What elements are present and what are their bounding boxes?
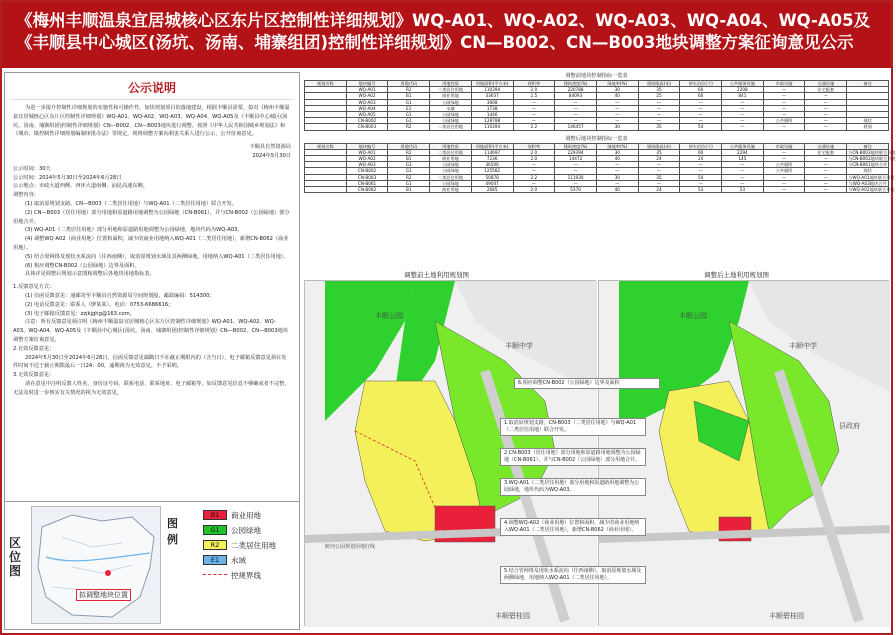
table-cell: 公共厕所 bbox=[763, 118, 805, 124]
table-cell: 40 bbox=[596, 93, 638, 99]
table-cell: 30 bbox=[596, 149, 638, 155]
table-cell: 商业用地 bbox=[430, 93, 472, 99]
table-cell: CN-B003 bbox=[346, 174, 388, 180]
location-marker-label: 拟调整地块位置 bbox=[76, 589, 131, 601]
table-cell: — bbox=[722, 99, 764, 105]
feedback-title: 1.反馈意见方式： bbox=[13, 284, 55, 291]
table-cell: WQ-A02 bbox=[346, 93, 388, 99]
table-cell: 现状 bbox=[847, 118, 889, 124]
table-cell: 2685 bbox=[471, 187, 513, 193]
plan-maps bbox=[304, 270, 889, 628]
table-cell: 60 bbox=[680, 87, 722, 93]
table-cell: CN-B002 bbox=[346, 168, 388, 174]
table-header-cell: 用地面积(平方米) bbox=[471, 143, 513, 149]
valid-text: 2024年5月30日至2024年6月28日，信函反馈意见邮戳日不在截止期限内的（含当日），电子邮箱反馈意见须在发件时间不迟于截止期限最后一日24：00，逾期视为无效意见。不予采纳。 bbox=[13, 354, 287, 370]
table-header-cell: 交通设施 bbox=[805, 143, 847, 149]
table-cell: — bbox=[555, 105, 597, 111]
feedback-email: (3) 电子邮箱反馈意见：zzjkjghg@163.com。 bbox=[25, 310, 135, 317]
table-cell: — bbox=[805, 162, 847, 168]
table-header-cell: 建筑密度(%) bbox=[555, 81, 597, 87]
table-header-cell: 建筑限高(米) bbox=[638, 143, 680, 149]
table-cell: 商业用地 bbox=[430, 187, 472, 193]
table-cell: 146457 bbox=[555, 124, 597, 130]
table-header-cell: 公共服务设施 bbox=[722, 143, 764, 149]
valid-title: 2.有效反馈意见： bbox=[13, 345, 55, 352]
table-cell: B1 bbox=[388, 93, 430, 99]
table-cell: — bbox=[555, 180, 597, 186]
invalid-text: 请在意见中注明反馈人姓名、身份证号码、联系电话、联系地址、电子邮箱等，如反馈意见信息不够确或者不完整，无法及时进一步核实有关情况的视为无效意见。 bbox=[13, 380, 290, 396]
table-cell: — bbox=[638, 168, 680, 174]
after-map-title: 调整后土地利用规划图 bbox=[704, 271, 769, 279]
table-cell: — bbox=[763, 149, 805, 155]
table-cell: G1 bbox=[388, 180, 430, 186]
notice-item-3: (3) WQ-A01（二类居住用地）部分用地和原道路用地调整为公园绿地，地块代码为WQ-A03。 bbox=[25, 227, 243, 234]
table-cell: 公园绿地 bbox=[430, 168, 472, 174]
table-cell: — bbox=[722, 112, 764, 118]
table-cell: — bbox=[638, 180, 680, 186]
table-row bbox=[305, 124, 889, 130]
notice-place: 公示地点：市政大道西侧、西环大道南侧、汕昆高速东侧。 bbox=[13, 183, 148, 190]
feedback-mail: (1) 信函反馈意见：通邮寄至丰顺县自然资源局空间规划股，邮政编码：514300； bbox=[25, 292, 215, 299]
table-cell: 53 bbox=[680, 187, 722, 193]
table-cell: — bbox=[555, 112, 597, 118]
table-cell: — bbox=[638, 162, 680, 168]
table-cell: — bbox=[763, 99, 805, 105]
after-indicator-table bbox=[304, 143, 896, 194]
table-cell: 35 bbox=[638, 87, 680, 93]
legend-item-residential: R2 二类居住用地 bbox=[203, 538, 276, 552]
table-cell: CN-B003 bbox=[346, 124, 388, 130]
table-cell: — bbox=[763, 112, 805, 118]
table-cell: — bbox=[805, 187, 847, 193]
before-indicator-table bbox=[304, 80, 889, 131]
table-cell: — bbox=[513, 168, 555, 174]
table-cell: 30 bbox=[596, 124, 638, 130]
table-cell: 与CN-B003地块联合开发 bbox=[848, 149, 896, 155]
table-cell: 与WQ-A02地块联合开发 bbox=[848, 187, 895, 193]
table-cell: 60 bbox=[680, 93, 722, 99]
table-cell: — bbox=[680, 118, 722, 124]
table-cell: 住宅配套 bbox=[805, 149, 847, 155]
table-header-cell: 建筑密度(%) bbox=[555, 143, 597, 149]
table-cell: — bbox=[805, 124, 847, 130]
after-bottom-label: 丰顺碧桂园 bbox=[769, 612, 804, 620]
table-header-cell: 规划名称 bbox=[305, 81, 347, 87]
table-cell: — bbox=[722, 124, 764, 130]
table-cell: B1 bbox=[388, 156, 430, 162]
before-rail-label: 跨河公园规划用地红线 bbox=[325, 544, 376, 550]
callout-6: 6.相应调整CN-B002（公园绿地）边界及面积 bbox=[514, 378, 660, 389]
before-park-label: 丰顺公园 bbox=[375, 312, 403, 320]
table-cell: 2.2 bbox=[513, 124, 555, 130]
invalid-title: 3.无效反馈意见： bbox=[13, 372, 55, 379]
table-cell: — bbox=[638, 118, 680, 124]
table-cell: — bbox=[722, 168, 764, 174]
table-header-cell: 用地面积(平方米) bbox=[471, 81, 513, 87]
table-cell: — bbox=[555, 118, 597, 124]
table-cell: 商业用地 bbox=[430, 156, 472, 162]
table-cell: — bbox=[805, 99, 847, 105]
table-cell: — bbox=[638, 112, 680, 118]
table-cell: 60 bbox=[680, 149, 722, 155]
notice-item-1: (1) 取消原规划支路，CN—B003（二类居住用地）与WQ-A01（二类居住用地）联合开发。 bbox=[25, 200, 238, 207]
table-cell: — bbox=[805, 168, 847, 174]
table-cell: 40 bbox=[596, 156, 638, 162]
location-map bbox=[31, 506, 161, 624]
notice-item-5: (5) 结合渠网络及现状水系流向（往西南侧），取消原规划水域及其两侧绿地，用地纳入WQ-A01（二类居住用地）。 bbox=[25, 253, 289, 260]
notice-date: 2024年5月30日 bbox=[252, 152, 291, 159]
table-cell: 1738 bbox=[471, 105, 513, 111]
table-cell: — bbox=[680, 99, 722, 105]
table-cell: — bbox=[680, 112, 722, 118]
table-cell: 2.0 bbox=[513, 187, 555, 193]
location-marker-icon bbox=[105, 570, 111, 576]
table-cell: 30 bbox=[596, 87, 638, 93]
table-cell: G1 bbox=[388, 112, 430, 118]
table-cell: — bbox=[722, 162, 764, 168]
table-header-cell: 容积率 bbox=[513, 143, 555, 149]
table-cell: — bbox=[722, 174, 764, 180]
table-cell: — bbox=[763, 105, 805, 111]
table-cell: 53 bbox=[722, 187, 764, 193]
callout-2: 2.CN-B003（居住用地）部分用地和原道路用地调整为公园绿地（CN-B061），并与CN-B002（公园绿地）部分用地合并。 bbox=[500, 448, 646, 466]
table-cell: — bbox=[805, 105, 847, 111]
table-header-cell: 绿地率(%) bbox=[596, 143, 638, 149]
notice-item-4: (4) 调整WQ-A02（商业用地）位置和面积，减少的商业用地纳入WQ-A01（二类居住用地），新增CN-B062（商业用地）。 bbox=[13, 236, 289, 251]
table-cell: 54 bbox=[680, 174, 722, 180]
notice-intro: 为进一步提升控制性详细规划的实施性和可操作性，加快规划项目的落地建设，根据丰顺县需要，拟对《梅州丰顺温泉宜居城核心区东片区控制性详细规划》WQ-A01、WQ-A02、WQ-A03、WQ-A04、WQ-A05及《丰顺县中心城区(汤坑、汤南、埔寨组团)控制性详细规划》CN—B002、CN—B003地块进行调整。按照《中华人民共和国城乡规划法》和《城市、镇控制性详细规划编制审批办法》等规定，现将调整方案向利害关系人进行公示，公开征询意见。 bbox=[13, 105, 290, 138]
before-map-title: 调整前土地利用规划图 bbox=[404, 271, 469, 279]
table-cell: 229394 bbox=[555, 149, 597, 155]
legend-swatch: E1 bbox=[203, 555, 227, 565]
table-cell: 24 bbox=[638, 156, 680, 162]
table-header-cell: 用地代码 bbox=[388, 81, 430, 87]
table-cell: — bbox=[513, 118, 555, 124]
table-cell: CN-B002 bbox=[346, 118, 388, 124]
after-table-caption: 调整后地块控制指标一览表 bbox=[565, 135, 628, 142]
table-cell: 84093 bbox=[555, 93, 597, 99]
table-cell: 公园绿地 bbox=[430, 118, 472, 124]
notice-content-label: 调整内容： bbox=[13, 192, 39, 199]
location-section bbox=[5, 501, 299, 629]
table-cell: 2.0 bbox=[513, 87, 555, 93]
table-cell: — bbox=[805, 180, 847, 186]
table-cell: — bbox=[596, 105, 638, 111]
table-header-cell: 停车泊位(个) bbox=[680, 81, 722, 87]
after-school-label: 丰顺中学 bbox=[789, 342, 817, 350]
table-cell: G1 bbox=[388, 162, 430, 168]
table-cell: 3008 bbox=[471, 99, 513, 105]
after-gov-label: 县政府 bbox=[839, 422, 860, 430]
table-header-cell: 市政设施 bbox=[763, 143, 805, 149]
feedback-phone: (2) 电话反馈意见：联系人（廖某某），电话：0753-6686616； bbox=[25, 301, 174, 308]
table-cell: 841 bbox=[722, 93, 764, 99]
table-cell: — bbox=[805, 112, 847, 118]
table-cell: — bbox=[638, 99, 680, 105]
table-cell: — bbox=[805, 156, 847, 162]
notice-item-6: (6) 相应调整CN-B002（公园绿地）边界及面积。 bbox=[25, 262, 140, 269]
table-header-cell: 备注 bbox=[847, 143, 889, 149]
table-header-cell: 用地性质 bbox=[430, 81, 472, 87]
table-cell: 14472 bbox=[555, 156, 597, 162]
table-cell: 2208 bbox=[722, 87, 764, 93]
callout-4: 4.调整WQ-A02（商业用地）位置和面积，减少的商业用地纳入WQ-A01（二类居住用地），新增CN-B062（商业用地）。 bbox=[500, 518, 646, 536]
table-cell: — bbox=[596, 112, 638, 118]
location-label: 区位图 bbox=[9, 536, 22, 578]
table-header-cell: 地块编号 bbox=[346, 143, 388, 149]
table-cell: — bbox=[763, 93, 805, 99]
table-cell: 住宅配套 bbox=[805, 87, 847, 93]
table-cell: — bbox=[638, 105, 680, 111]
legend-swatch: B1 bbox=[203, 510, 227, 520]
table-cell: 49047 bbox=[471, 180, 513, 186]
table-cell bbox=[305, 124, 347, 130]
table-cell: 145 bbox=[722, 156, 764, 162]
table-cell: R2 bbox=[388, 149, 430, 155]
table-cell: 1446 bbox=[471, 112, 513, 118]
table-cell: 114697 bbox=[471, 149, 513, 155]
table-cell: 公园绿地 bbox=[430, 180, 472, 186]
notice-panel bbox=[4, 72, 300, 630]
table-cell: — bbox=[596, 162, 638, 168]
table-header-cell: 公共服务设施 bbox=[722, 81, 764, 87]
table-cell: — bbox=[596, 180, 638, 186]
table-cell: 5370 bbox=[555, 187, 597, 193]
legend-swatch: G1 bbox=[203, 525, 227, 535]
table-cell: — bbox=[596, 168, 638, 174]
table-cell: 与WQ-A03地块合并 bbox=[848, 180, 887, 186]
table-cell: G1 bbox=[388, 99, 430, 105]
legend-swatch-boundary bbox=[203, 574, 227, 576]
notice-title: 公示说明 bbox=[11, 73, 293, 100]
notice-item-2: (2) CN—B003（居住用地）部分用地和原道路用地调整为公园绿地（CN-B061），并与CN-B002（公园绿地）部分用地合并。 bbox=[13, 209, 290, 225]
table-cell: — bbox=[680, 180, 722, 186]
table-cell: 110394 bbox=[471, 87, 513, 93]
table-header-cell: 绿地率(%) bbox=[596, 81, 638, 87]
table-cell: WQ-A02 bbox=[346, 156, 388, 162]
table-cell: 二类居住用地 bbox=[430, 124, 472, 130]
legend bbox=[203, 508, 276, 583]
table-cell: — bbox=[722, 118, 764, 124]
table-cell: — bbox=[555, 162, 597, 168]
table-cell: 35 bbox=[638, 124, 680, 130]
table-cell: 7236 bbox=[471, 156, 513, 162]
table-cell: 2.2 bbox=[513, 174, 555, 180]
table-cell: 2.0 bbox=[513, 156, 555, 162]
legend-title: 图例 bbox=[167, 517, 178, 546]
table-cell: WQ-A01 bbox=[346, 87, 388, 93]
table-cell: 128788 bbox=[471, 118, 513, 124]
table-cell: 2.0 bbox=[513, 149, 555, 155]
table-header-cell: 停车泊位(个) bbox=[680, 143, 722, 149]
table-cell: 35 bbox=[638, 174, 680, 180]
before-school-label: 丰顺中学 bbox=[505, 342, 533, 350]
table-cell: — bbox=[722, 105, 764, 111]
table-cell: 36506 bbox=[471, 162, 513, 168]
table-cell: 2294 bbox=[722, 149, 764, 155]
table-cell: 30 bbox=[596, 174, 638, 180]
callout-5: 5.结合管网络及现状水系流向（往西南侧），取消原规划水域及两侧绿地，用地纳入WQ-A01（二类居住用地）。 bbox=[500, 566, 646, 584]
table-cell: CN-B062 bbox=[346, 187, 388, 193]
table-cell: — bbox=[513, 162, 555, 168]
table-cell: R2 bbox=[388, 174, 430, 180]
table-cell: — bbox=[763, 174, 805, 180]
table-cell: 25 bbox=[638, 93, 680, 99]
table-cell: — bbox=[763, 124, 805, 130]
table-cell: 现状 bbox=[847, 168, 889, 174]
table-cell: 与CN-B061地块合并 bbox=[848, 162, 888, 168]
table-cell: — bbox=[555, 99, 597, 105]
table-header-cell: 市政设施 bbox=[763, 81, 805, 87]
notice-org: 丰顺县自然资源局 bbox=[249, 144, 291, 151]
table-cell: 40 bbox=[596, 187, 638, 193]
table-cell: 24 bbox=[680, 156, 722, 162]
table-cell: WQ-A03 bbox=[346, 99, 388, 105]
table-cell: — bbox=[555, 168, 597, 174]
callout-1: 1.取消原规划支路，CN-B003（二类居住用地）与WQ-A01（二类居住用地）联合开发。 bbox=[500, 418, 646, 436]
table-cell: — bbox=[722, 180, 764, 186]
table-cell: WQ-A03 bbox=[346, 162, 388, 168]
table-header-cell: 规划名称 bbox=[305, 143, 347, 149]
table-header-cell: 建筑限高(米) bbox=[638, 81, 680, 87]
table-row bbox=[305, 187, 889, 193]
notice-period-label: 公示时间：30天 bbox=[13, 165, 51, 172]
legend-item-boundary: 控规界线 bbox=[203, 568, 276, 582]
title-line-1: 《梅州丰顺温泉宜居城核心区东片区控制性详细规划》WQ-A01、WQ-A02、WQ-A03、WQ-A04、WQ-A05及 bbox=[16, 11, 871, 30]
table-cell: — bbox=[763, 187, 805, 193]
legend-swatch: R2 bbox=[203, 540, 227, 550]
table-header-cell: 容积率 bbox=[513, 81, 555, 87]
table-cell: E1 bbox=[388, 105, 430, 111]
table-cell: 二类居住用地 bbox=[430, 87, 472, 93]
table-cell: 50878 bbox=[471, 174, 513, 180]
table-header-cell: 用地性质 bbox=[430, 143, 472, 149]
table-cell: — bbox=[805, 93, 847, 99]
table-cell: 110394 bbox=[471, 124, 513, 130]
table-cell: 33637 bbox=[471, 93, 513, 99]
title-line-2: 《丰顺县中心城区(汤坑、汤南、埔寨组团)控制性详细规划》CN—B002、CN—B003地块调整方案征询意见公示 bbox=[16, 33, 854, 52]
table-cell: WQ-A01 bbox=[346, 149, 388, 155]
table-cell: — bbox=[763, 87, 805, 93]
table-cell: — bbox=[596, 118, 638, 124]
table-cell: 2.5 bbox=[513, 93, 555, 99]
before-table-caption: 调整前地块控制指标一览表 bbox=[565, 73, 628, 79]
table-header-cell: 地块编号 bbox=[346, 81, 388, 87]
location-map-graphic bbox=[32, 507, 162, 625]
table-cell: — bbox=[596, 99, 638, 105]
legend-item-park: G1 公园绿地 bbox=[203, 523, 276, 537]
table-cell: R2 bbox=[388, 124, 430, 130]
after-park-label: 丰顺公园 bbox=[679, 312, 707, 320]
table-cell: B1 bbox=[388, 187, 430, 193]
table-cell: — bbox=[680, 105, 722, 111]
page-header bbox=[2, 2, 891, 68]
notice-item-7: 具体详见调整后规划示意图和调整后各地块用地指标表。 bbox=[25, 271, 155, 278]
table-cell: 与WQ-A01地块联合开发 bbox=[848, 174, 895, 180]
table-cell: G1 bbox=[388, 118, 430, 124]
table-cell: 公共厕所 bbox=[763, 162, 805, 168]
plan-panel bbox=[304, 72, 896, 630]
table-cell: 54 bbox=[680, 124, 722, 130]
table-cell: 111930 bbox=[555, 174, 597, 180]
table-cell: 24 bbox=[638, 187, 680, 193]
table-cell: — bbox=[513, 180, 555, 186]
table-cell: — bbox=[513, 105, 555, 111]
notice-period: 公示时间：2024年5月30日至2024年6月28日 bbox=[13, 174, 122, 181]
table-cell: 公共厕所 bbox=[763, 168, 805, 174]
table-header-cell: 交通设施 bbox=[805, 81, 847, 87]
legend-item-commercial: B1 商业用地 bbox=[203, 508, 276, 522]
table-cell: — bbox=[513, 99, 555, 105]
table-cell: G1 bbox=[388, 168, 430, 174]
table-cell: 与CN-B062地块联合开发 bbox=[848, 156, 896, 162]
table-cell: — bbox=[680, 162, 722, 168]
table-header-cell: 用地代码 bbox=[388, 143, 430, 149]
table-cell: R2 bbox=[388, 87, 430, 93]
before-bottom-label: 丰顺碧桂园 bbox=[495, 612, 530, 620]
table-cell: 二类居住用地 bbox=[430, 174, 472, 180]
table-cell: — bbox=[763, 180, 805, 186]
table-cell: 规划 bbox=[847, 124, 889, 130]
table-cell: 二类居住用地 bbox=[430, 149, 472, 155]
table-cell: — bbox=[763, 156, 805, 162]
table-cell: CN-B061 bbox=[346, 180, 388, 186]
table-cell: 125582 bbox=[471, 168, 513, 174]
table-cell: 公园绿地 bbox=[430, 162, 472, 168]
callout-3: 3.WQ-A01（二类居住用地）部分用地和原道路用地调整为公园绿地，地块代码为WQ-A03。 bbox=[500, 478, 646, 496]
table-cell: 水域 bbox=[430, 105, 472, 111]
table-cell: 220788 bbox=[555, 87, 597, 93]
table-cell: — bbox=[805, 174, 847, 180]
table-cell: 公园绿地 bbox=[430, 99, 472, 105]
table-cell: — bbox=[513, 112, 555, 118]
legend-item-water: E1 水域 bbox=[203, 553, 276, 567]
table-cell: 公园绿地 bbox=[430, 112, 472, 118]
table-cell: 35 bbox=[638, 149, 680, 155]
table-cell: WQ-A05 bbox=[346, 112, 388, 118]
table-cell: — bbox=[680, 168, 722, 174]
table-cell: WQ-A04 bbox=[346, 105, 388, 111]
table-header-cell: 备注 bbox=[847, 81, 889, 87]
table-cell bbox=[305, 187, 347, 193]
table-cell: — bbox=[805, 118, 847, 124]
feedback-note: 注意：所有反馈意见须注明《梅州丰顺温泉宜居城核心区东片区控制性详细规划》WQ-A01、WQ-A02、WQ-A03、WQ-A04、WQ-A05及《丰顺县中心城区(汤坑、汤南、埔寨组团)控制性详细规划》CN—B002、CN—B003地块调整方案征询意见。 bbox=[13, 319, 289, 343]
